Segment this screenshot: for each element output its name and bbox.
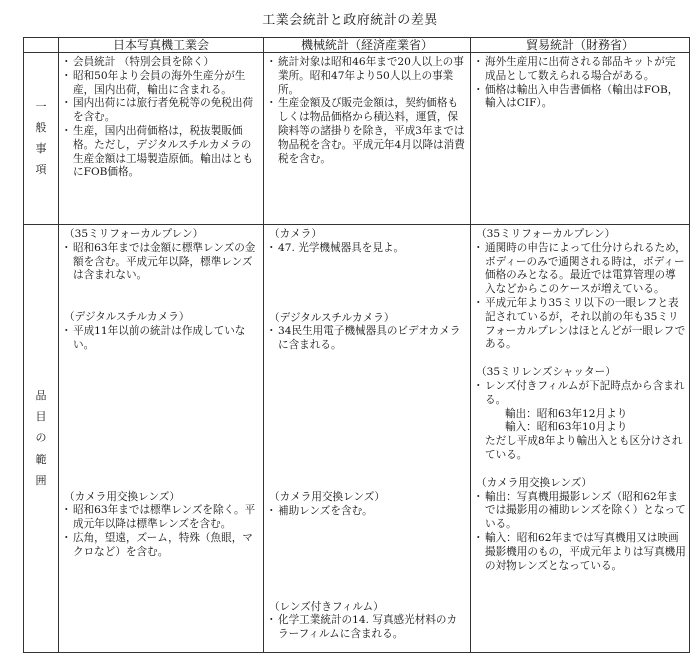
column-header-industry: 日本写真機工業会 bbox=[59, 38, 264, 53]
group-heading: （35ミリレンズシャッター） bbox=[476, 366, 616, 379]
list-item: ・ 輸出：写真機用撮影レンズ（昭和62年までは撮影用の補助レンズを除く）となっている。 bbox=[475, 491, 686, 532]
list-item: ・ 昭和50年より会員の海外生産分が生産，国内出荷，輸出に含まれる。 bbox=[63, 70, 260, 98]
list-item: ・ 通関時の申告によって仕分けられるため，ボディーのみで通関される時は，ボディー価格のみとなる。最近では電算管理の導入などからこのケースが増えている。 bbox=[475, 242, 686, 297]
general-industry-cell bbox=[59, 53, 264, 225]
scope-machinery-cell bbox=[264, 225, 471, 653]
note: ただし平成8年より輸出入とも区分けされている。 bbox=[485, 435, 683, 461]
list-item: ・ 昭和63年までは標準レンズを除く。平成元年以降は標準レンズを含む。 bbox=[63, 504, 260, 532]
group-heading: （レンズ付きフィルム） bbox=[269, 600, 384, 613]
list-item: ・ 生産，国内出荷価格は，税抜製販価格。ただし，デジタルスチルカメラの生産金額は工場製造原価。輸出はともにFOB価格。 bbox=[63, 125, 260, 180]
group-heading: （カメラ用交換レンズ） bbox=[64, 490, 180, 503]
header-row bbox=[24, 38, 690, 53]
general-machinery-cell bbox=[264, 53, 471, 225]
list-item: ・ 輸入：昭和62年までは写真機用又は映画撮影機用のもの，平成元年よりは写真機用の対物レンズとなっている。 bbox=[475, 532, 686, 573]
scope-industry-cell bbox=[59, 225, 264, 653]
list-item: ・ 化学工業統計の14. 写真感光材料のカラーフィルムに含まれる。 bbox=[268, 614, 467, 642]
group-heading: （デジタルスチルカメラ） bbox=[269, 311, 395, 324]
scope-trade-cell bbox=[471, 225, 690, 653]
group-heading: （カメラ） bbox=[269, 228, 322, 240]
corner-cell bbox=[24, 38, 59, 53]
scope-row bbox=[24, 225, 690, 653]
list-item: ・ 海外生産用に出荷される部品キットが完成品として数えられる場合がある。 bbox=[475, 56, 686, 84]
list-item: ・ 価格は輸出入申告書価格（輸出はFOB，輸入はCIF）。 bbox=[475, 84, 686, 112]
column-header-trade: 貿易統計（財務省） bbox=[471, 38, 690, 53]
list-item: ・ 34民生用電子機械器具のビデオカメラに含まれる。 bbox=[268, 325, 467, 353]
import-date: 輸入：昭和63年10月より bbox=[505, 421, 628, 434]
list-item: ・ 統計対象は昭和46年まで20人以上の事業所。昭和47年より50人以上の事業所。 bbox=[268, 56, 467, 97]
group-heading: （カメラ用交換レンズ） bbox=[476, 476, 592, 489]
export-date: 輸出：昭和63年12月より bbox=[505, 407, 628, 420]
list-item: ・ 生産金額及び販売金額は，契約価格もしくは物品価格から積込料，運賃，保険料等の諸掛りを除き，平成3年までは物品税を含む。平成元年4月以降は消費税を含む。 bbox=[268, 97, 467, 166]
list-item: ・ 平成元年より35ミリ以下の一眼レフと表記されているが，それ以前の年も35ミリフォーカルプレンはほとんどが一眼レフである。 bbox=[475, 297, 686, 352]
comparison-table bbox=[23, 37, 690, 653]
group-heading: （35ミリフォーカルプレン） bbox=[64, 228, 204, 240]
section-label-general: 一 般 事 項 bbox=[24, 53, 59, 225]
list-item: ・ レンズ付きフィルムが下記時点から含まれる。 bbox=[475, 380, 686, 408]
list-item: ・ 国内出荷には旅行者免税等の免税出荷を含む。 bbox=[63, 97, 260, 125]
list-item: ・ 平成11年以前の統計は作成していない。 bbox=[63, 325, 260, 353]
list-item: ・ 会員統計 （特別会員を除く） bbox=[63, 56, 260, 70]
document-title: 工業会統計と政府統計の差異 bbox=[262, 13, 438, 28]
general-trade-cell bbox=[471, 53, 690, 225]
group-heading: （35ミリフォーカルプレン） bbox=[476, 228, 616, 240]
group-heading: （デジタルスチルカメラ） bbox=[64, 311, 190, 324]
list-item: ・ 補助レンズを含む。 bbox=[268, 505, 467, 519]
list-item: ・ 昭和63年までは金額に標準レンズの金額を含む。平成元年以降，標準レンズは含まれない。 bbox=[63, 242, 260, 283]
group-heading: （カメラ用交換レンズ） bbox=[269, 490, 385, 503]
general-items-row bbox=[24, 53, 690, 225]
section-label-scope: 品 目 の 範 囲 bbox=[24, 225, 59, 653]
list-item: ・ 47. 光学機械器具を見よ。 bbox=[268, 242, 467, 256]
list-item: ・ 広角，望遠，ズーム，特殊（魚眼，マクロなど）を含む。 bbox=[63, 532, 260, 560]
column-header-machinery: 機械統計（経済産業省） bbox=[264, 38, 471, 53]
